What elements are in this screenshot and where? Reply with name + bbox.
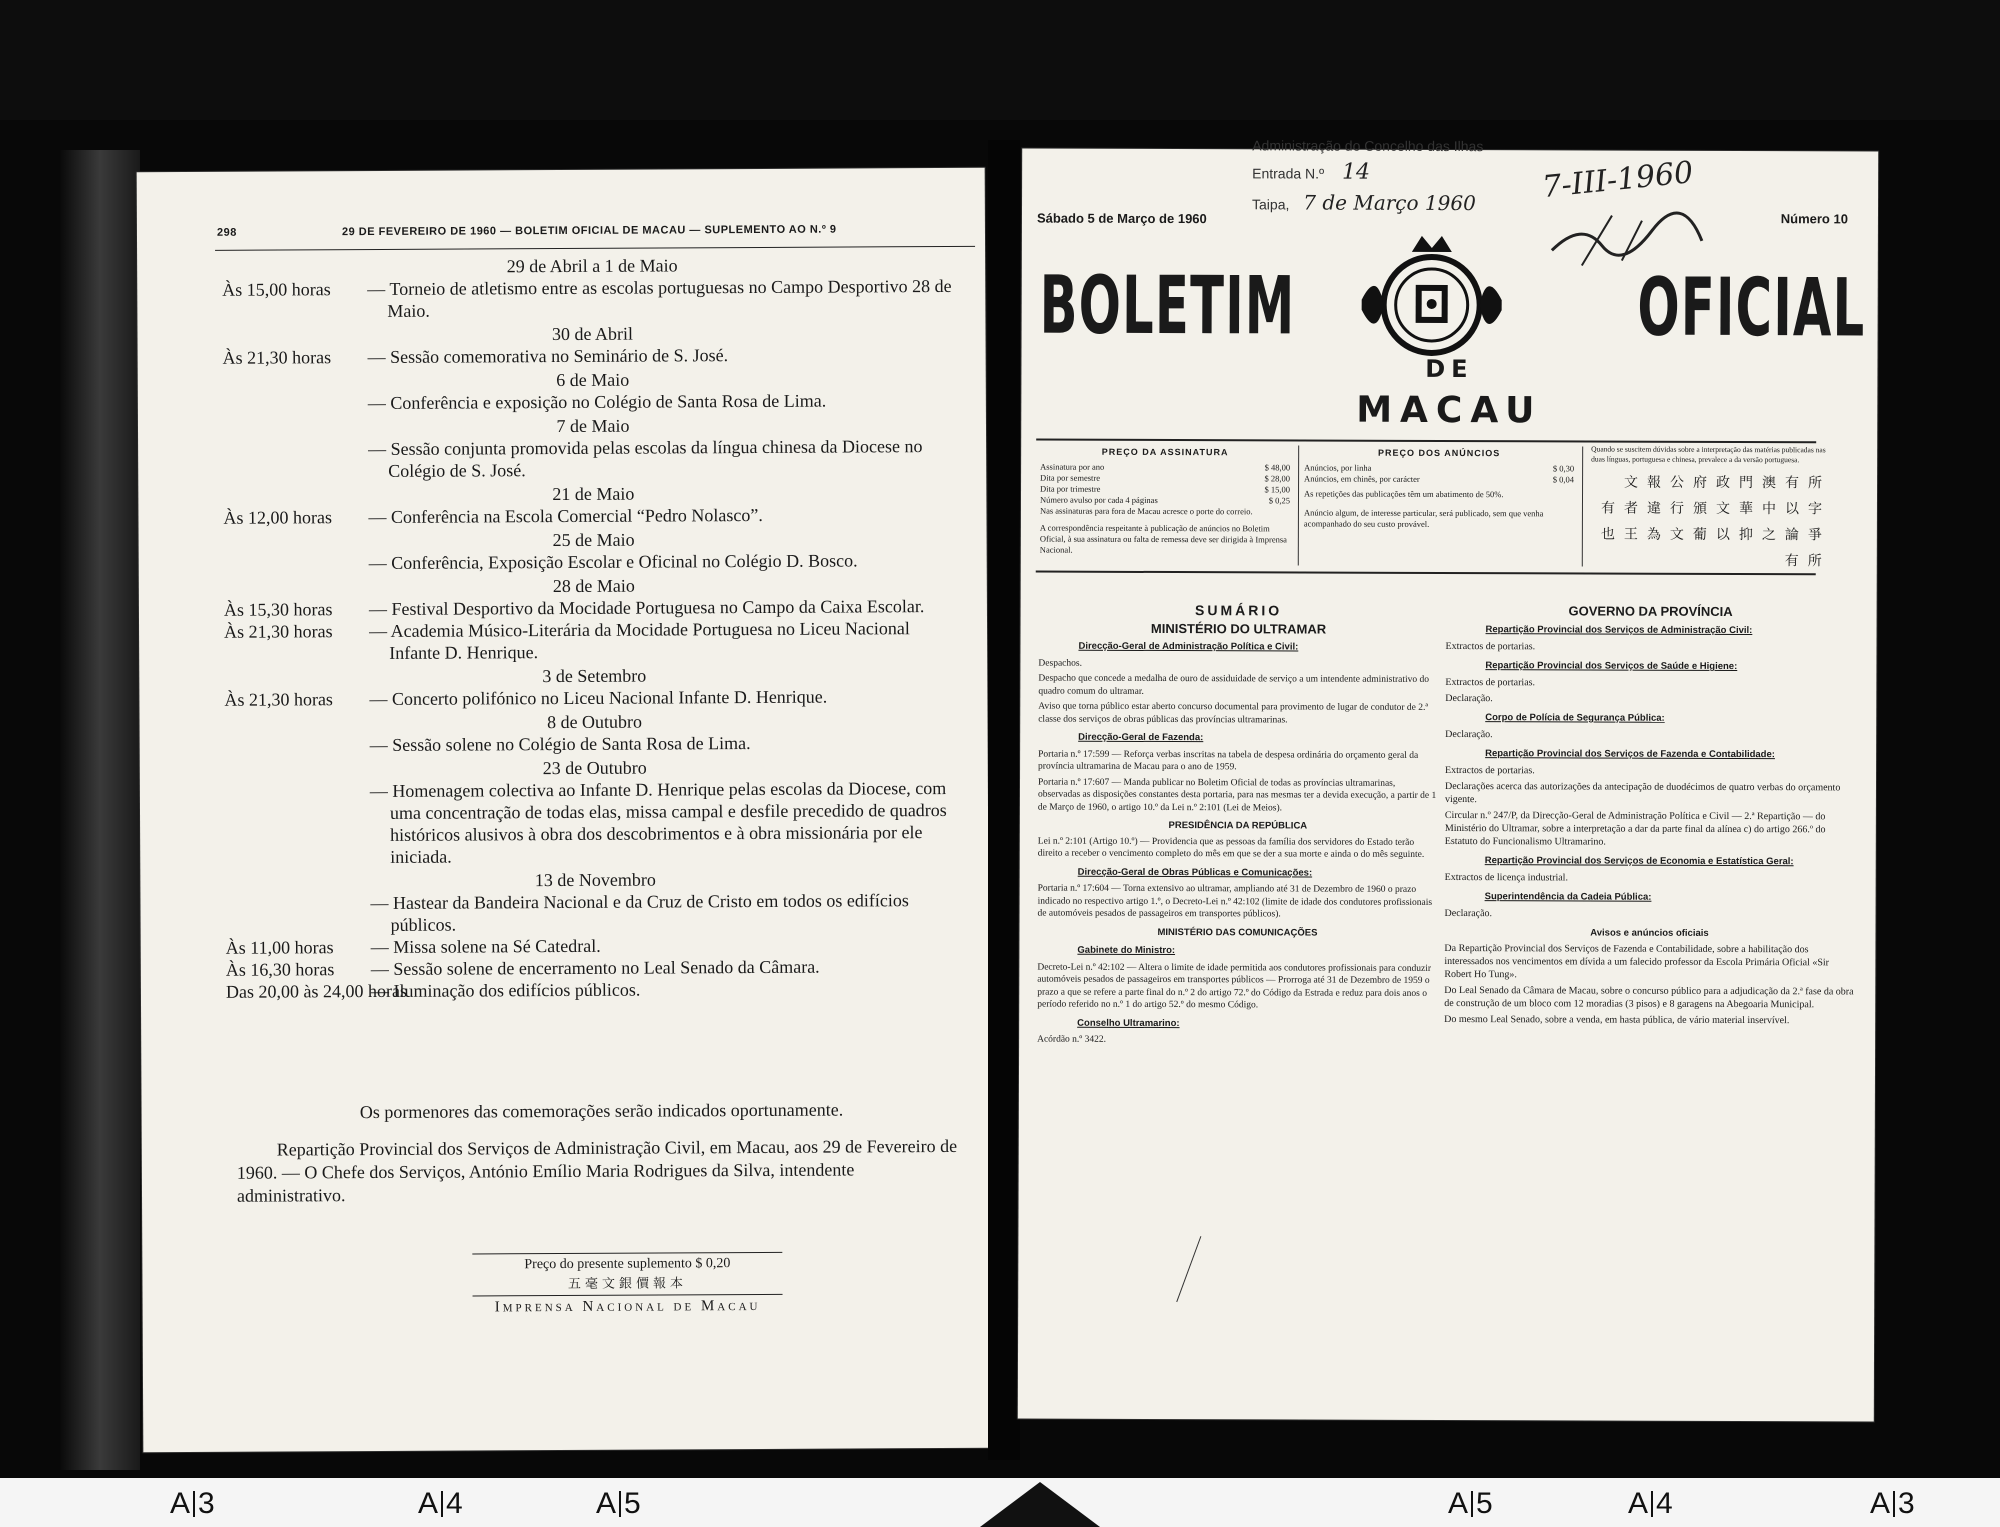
price-row	[1040, 462, 1290, 474]
issue-date: Sábado 5 de Março de 1960	[1036, 210, 1207, 227]
event-description: — Sessão solene de encerramento no Leal Senado da Câmara.	[371, 955, 966, 980]
event-time: Das 20,00 às 24,00 horas	[225, 980, 407, 1002]
page-number: 298	[216, 226, 237, 239]
signature-paragraph: Repartição Provincial dos Serviços de Administração Civil, em Macau, aos 29 de Fevereiro de 1960. — O Chefe dos Serviços, António Emílio Maria Rodrigues da Silva, intendente administrativo.	[236, 1135, 958, 1206]
schedule-event	[223, 503, 963, 529]
sumario-entry: Extractos de portarias.	[1445, 764, 1535, 777]
schedule-date: 8 de Outubro	[546, 711, 643, 733]
event-time: Às 12,00 horas	[223, 507, 333, 528]
imprensa-nacional: Imprensa Nacional de Macau	[494, 1297, 761, 1316]
event-description: — Homenagem colectiva ao Infante D. Henrique pelas escolas da Diocese, com uma concentração de todas elas, missa campal e desfile precedido de quadros históricos alusivos à obra dos descobrimentos e à obra missionária por ele iniciada.	[370, 777, 965, 868]
event-description: — Conferência na Escola Comercial “Pedro Nolasco”.	[368, 503, 963, 528]
event-time: Às 21,30 horas	[224, 621, 333, 642]
section-heading: Conselho Ultramarino:	[1077, 1017, 1180, 1029]
chinese-text-grid	[1591, 470, 1831, 575]
event-description: — Iluminação dos edifícios públicos.	[371, 977, 966, 1002]
sumario-entry: Portaria n.º 17:604 — Torna extensivo ao ultramar, ampliando até 31 de Dezembro de 1960 o prazo indicado no respectivo artigo 1.º, o Decreto-Lei n.º 42:102 (limite de idade dos condutores profissionais de automóveis pesados de passageiros em transportes públicos).	[1037, 883, 1433, 920]
running-header-text: 29 DE FEVEREIRO DE 1960 — BOLETIM OFICIAL DE MACAU — SUPLEMENTO AO N.º 9	[341, 223, 837, 239]
subsection-heading: Avisos e anúncios oficiais	[1590, 927, 1709, 939]
section-heading: Repartição Provincial dos Serviços de Saúde e Higiene:	[1485, 660, 1738, 673]
subscription-prices	[1040, 445, 1290, 557]
pricing-bar	[1036, 439, 1832, 576]
frame-mark: A 5	[596, 1487, 641, 1520]
subscription-heading: PREÇO DA ASSINATURA	[1101, 446, 1229, 458]
payment-note: Anúncio algum, de interesse particular, será publicado, sem que venha acompanhado do seu custo provável.	[1303, 507, 1544, 529]
stamp-entrada-hand: 14	[1342, 159, 1371, 185]
price-label: Anúncios, em chinês, por carácter	[1304, 473, 1420, 484]
sumario-entry: Da Repartição Provincial dos Serviços de Fazenda e Contabilidade, sobre a habilitação dos interessados nos vencimentos em dívida a um falecido professor da Escola Primária Oficial «Sir Robert Ho Tung».	[1444, 942, 1830, 981]
sumario-left-column	[1037, 604, 1439, 1051]
price-value: $ 0,30	[1552, 463, 1575, 474]
schedule-date: 3 de Setembro	[542, 665, 647, 687]
price-label: Dita por semestre	[1040, 472, 1101, 483]
left-page	[137, 168, 992, 1452]
left-running-header	[216, 223, 977, 239]
event-description: — Conferência, Exposição Escolar e Oficinal no Colégio D. Bosco.	[369, 549, 964, 574]
event-description: — Sessão conjunta promovida pelas escolas da língua chinesa da Diocese no Colégio de S. José.	[368, 435, 963, 482]
subscription-lines	[1040, 462, 1290, 507]
schedule-date: 28 de Maio	[552, 575, 635, 597]
event-description: — Festival Desportivo da Mocidade Portuguesa no Campo da Caixa Escolar.	[369, 595, 964, 620]
price-rule-top	[472, 1252, 782, 1255]
right-entries	[1444, 623, 1855, 1027]
section-heading: Direcção-Geral de Fazenda:	[1078, 731, 1204, 744]
schedule-event	[224, 617, 964, 665]
event-time: Às 11,00 horas	[225, 937, 334, 958]
stamp-entrada-row	[1252, 159, 1512, 185]
left-entries	[1037, 641, 1438, 1048]
event-time	[225, 892, 370, 937]
chinese-line: 有者違行頒文華中以字	[1600, 501, 1831, 518]
schedule-date: 6 de Maio	[556, 369, 630, 391]
event-description: — Conferência e exposição no Colégio de Santa Rosa de Lima.	[368, 389, 963, 414]
event-description: — Academia Músico-Literária da Mocidade Portuguesa no Liceu Nacional Infante D. Henrique.	[369, 617, 964, 664]
film-top-margin	[0, 0, 2000, 120]
sumario-title: SUMÁRIO	[1195, 602, 1283, 619]
price-value: $ 0,25	[1268, 495, 1291, 506]
sumario-entry: Despachos.	[1038, 658, 1082, 669]
sumario-entry: Circular n.º 247/P, da Direcção-Geral de Administração Política e Civil — 2.ª Repartição — do Ministério do Ultramar, sobre a interpretação a dar da parte final da alínea c) do artigo 266.º do Estatuto do Funcionalismo Ultramarino.	[1444, 809, 1826, 848]
price-box	[472, 1249, 782, 1317]
price-value: $ 15,00	[1264, 484, 1291, 495]
section-heading: Superintendência da Cadeia Pública:	[1484, 891, 1652, 903]
event-time	[225, 734, 370, 757]
column-divider	[1298, 445, 1299, 565]
masthead-boletim: BOLETIM	[1039, 258, 1296, 353]
book-edge	[60, 150, 140, 1470]
stamp-title: Administração do Concelho das Ilhas	[1252, 137, 1484, 155]
event-time: Às 15,00 horas	[222, 279, 331, 300]
issue-number: Número 10	[1780, 211, 1849, 227]
price-row	[1040, 495, 1290, 507]
event-time: Às 21,30 horas	[224, 689, 333, 710]
section-heading: Repartição Provincial dos Serviços de Fazenda e Contabilidade:	[1485, 748, 1775, 761]
schedule-event	[225, 731, 965, 757]
event-time: Às 16,30 horas	[225, 959, 335, 980]
sumario-entry: Decreto-Lei n.º 42:102 — Altera o limite de idade permitida aos condutores profissionais para conduzir automóveis pesados de passageiros em transportes públicos — Prorroga até 31 de Dezembro de 1959 o prazo a que se refere a parte final do n.º 2 do artigo 72.º do Código da Estrada e reduz para dois anos o período referido no n.º 1 do artigo 52.º do mesmo Código.	[1037, 962, 1432, 1011]
price-row	[1040, 473, 1290, 485]
header-rule	[215, 246, 975, 251]
ad-lines	[1304, 462, 1574, 485]
sumario-entry: Aviso que torna público estar aberto concurso documental para provimento de lugar de condutor de 2.ª classe dos serviços de obras públicas das províncias ultramarinas.	[1038, 701, 1429, 725]
event-time: Às 15,30 horas	[223, 599, 333, 620]
sumario-entry: Portaria n.º 17:599 — Reforça verbas inscritas na tabela de despesa ordinária do orçamento geral da província ultramarina de Macau para o ano de 1959.	[1038, 749, 1419, 773]
event-description: — Concerto polifónico no Liceu Nacional Infante D. Henrique.	[369, 685, 964, 710]
sumario-entry: Lei n.º 2:101 (Artigo 10.º) — Providencia que as pessoas da família dos servidores do Estado terão direito a receber o vencimento completo do mês em que se der a sua morte e ainda o do mês seguinte.	[1037, 836, 1425, 860]
subsection-heading: PRESIDÊNCIA DA REPÚBLICA	[1168, 820, 1308, 832]
sumario-entry: Declaração.	[1444, 907, 1493, 920]
section-heading: Direcção-Geral de Obras Públicas e Comunicações:	[1077, 866, 1313, 879]
chinese-line: 文報公府政門澳有所	[1624, 475, 1832, 492]
price-value: $ 0,04	[1552, 474, 1575, 485]
event-time	[224, 552, 369, 575]
frame-mark: A 3	[1870, 1487, 1915, 1520]
sumario-entry: Declaração.	[1445, 728, 1493, 741]
event-time	[225, 780, 370, 869]
language-notice: Quando se suscitem dúvidas sobre a interpretação das matérias publicadas nas duas línguas, portuguesa e chinesa, prevalece a da versão portuguesa.	[1591, 444, 1826, 465]
ads-heading: PREÇO DOS ANÚNCIOS	[1378, 447, 1501, 459]
stamp-entrada-label: Entrada N.º	[1252, 165, 1325, 182]
price-label: Assinatura por ano	[1040, 461, 1105, 472]
chinese-notice-box	[1591, 444, 1831, 575]
schedule-date: 30 de Abril	[551, 323, 634, 345]
schedule-date: 21 de Maio	[552, 483, 635, 505]
schedule-event	[222, 275, 962, 323]
schedule-event	[225, 889, 965, 937]
subsection-heading: MINISTÉRIO DAS COMUNICAÇÕES	[1157, 926, 1318, 939]
sumario-entry: Despacho que concede a medalha de ouro de assiduidade de serviço a um intendente administrativo do quadro comum do ultramar.	[1038, 673, 1430, 697]
ad-prices	[1304, 445, 1574, 530]
sumario-right-column	[1444, 602, 1855, 1030]
frame-mark: A 3	[170, 1487, 215, 1520]
sumario-entry: Portaria n.º 17:607 — Manda publicar no Boletim Oficial de todas as províncias ultramarinas, observadas as disposições constantes desta portaria, para nas mesmas ter a devida execução, a partir de 1 de Março de 1960, o artigo 10.º da Lei n.º 2:101 (Lei de Meios).	[1037, 777, 1437, 813]
event-time	[223, 392, 368, 415]
schedule-date: 23 de Outubro	[542, 757, 647, 779]
ink-scribble	[1176, 1236, 1201, 1302]
schedule-date: 7 de Maio	[556, 415, 630, 437]
price-row	[1304, 473, 1574, 485]
section-heading: Repartição Provincial dos Serviços de Economia e Estatística Geral:	[1484, 855, 1794, 868]
sumario-entry: Do mesmo Leal Senado, sobre a venda, em hasta pública, de vário material inservível.	[1444, 1013, 1790, 1027]
sumario-entry: Declaração.	[1445, 692, 1493, 705]
event-time: Às 21,30 horas	[222, 347, 332, 368]
price-rule-bottom	[473, 1294, 783, 1297]
section-heading: Direcção-Geral de Administração Política e Civil:	[1078, 640, 1299, 653]
event-description: — Sessão comemorativa no Seminário de S. José.	[368, 343, 963, 368]
schedule-date: 13 de Novembro	[534, 869, 656, 891]
event-description: — Sessão solene no Colégio de Santa Rosa de Lima.	[370, 731, 965, 756]
schedule-event	[224, 549, 964, 575]
price-label: Número avulso por cada 4 páginas	[1039, 494, 1158, 505]
sumario-entry: Acórdão n.º 3422.	[1037, 1034, 1107, 1045]
receipt-stamp	[1252, 137, 1512, 215]
commemoration-schedule	[222, 251, 966, 1003]
event-description: — Torneio de atletismo entre as escolas portuguesas no Campo Desportivo 28 de Maio.	[367, 275, 962, 322]
schedule-date: 29 de Abril a 1 de Maio	[506, 255, 678, 277]
price-row	[1040, 484, 1290, 496]
governo-title: GOVERNO DA PROVÍNCIA	[1568, 603, 1733, 619]
correspondence-note: A correspondência respeitante à publicação de anúncios no Boletim Oficial, à sua assinatura ou falta de remessa deve ser dirigida à Imprensa Nacional.	[1039, 522, 1287, 555]
price-value: $ 28,00	[1264, 473, 1291, 484]
stamp-taipa-row	[1252, 190, 1512, 215]
right-page	[1018, 137, 1878, 1422]
film-center-triangle	[980, 1482, 1100, 1527]
chinese-line: 也王為文葡以抑之論爭有所	[1600, 527, 1831, 570]
sumario-entry: Do Leal Senado da Câmara de Macau, sobre o concurso público para a adjudicação da 2.ª fase da obra de construção de um bloco com 12 moradias (3 pisos) e 8 garagens na Abegoaria Municipal.	[1444, 984, 1854, 1011]
schedule-event	[223, 343, 963, 369]
price-value: $ 48,00	[1264, 462, 1291, 473]
column-divider	[1582, 446, 1583, 566]
frame-mark: A 4	[1628, 1487, 1673, 1520]
schedule-date: 25 de Maio	[552, 529, 635, 551]
price-chinese: 五毫文銀價報本	[567, 1275, 688, 1291]
schedule-event	[224, 685, 964, 711]
stamp-taipa-hand: 7 de Março 1960	[1303, 190, 1476, 216]
schedule-event	[225, 777, 965, 869]
sumario-entry: Extractos de portarias.	[1445, 640, 1536, 653]
section-heading: Gabinete do Ministro:	[1077, 944, 1176, 957]
sumario-entry: Extractos de licença industrial.	[1444, 871, 1568, 884]
closing-block	[237, 1098, 968, 1208]
price-label: Dita por trimestre	[1040, 483, 1101, 494]
book-spine	[988, 140, 1020, 1460]
stamp-taipa-label: Taipa,	[1251, 196, 1290, 213]
event-time	[223, 438, 368, 483]
subscription-note: Nas assinaturas para fora de Macau acresce o porte do correio.	[1039, 505, 1253, 517]
ministerio-title: MINISTÉRIO DO ULTRAMAR	[1150, 620, 1327, 637]
frame-mark: A 4	[418, 1487, 463, 1520]
frame-mark: A 5	[1448, 1487, 1493, 1520]
masthead-de: DE	[1425, 354, 1474, 384]
schedule-event	[223, 389, 963, 415]
price-line: Preço do presente suplemento $ 0,20	[524, 1256, 731, 1273]
handwritten-date: 7-III-1960	[1540, 155, 1695, 206]
price-label: Anúncios, por linha	[1304, 462, 1372, 473]
schedule-event	[226, 977, 966, 1003]
coat-of-arms-icon	[1351, 230, 1511, 371]
masthead-macau: MACAU	[1356, 389, 1543, 432]
masthead-oficial: OFICIAL	[1637, 260, 1866, 355]
sumario-entry: Extractos de portarias.	[1445, 676, 1536, 689]
section-heading: Repartição Provincial dos Serviços de Administração Civil:	[1485, 624, 1753, 637]
schedule-event	[223, 435, 963, 483]
section-heading: Corpo de Polícia de Segurança Pública:	[1485, 712, 1665, 724]
event-description: — Hastear da Bandeira Nacional e da Cruz de Cristo em todos os edifícios públicos.	[370, 889, 965, 936]
event-description: — Missa solene na Sé Catedral.	[371, 933, 966, 958]
repeat-note: As repetições das publicações têm um abatimento de 50%.	[1303, 488, 1504, 500]
closing-note: Os pormenores das comemorações serão indicados oportunamente.	[359, 1099, 844, 1123]
sumario-entry: Declarações acerca das autorizações da antecipação de duodécimos de quatro verbas do orçamento vigente.	[1444, 780, 1841, 806]
